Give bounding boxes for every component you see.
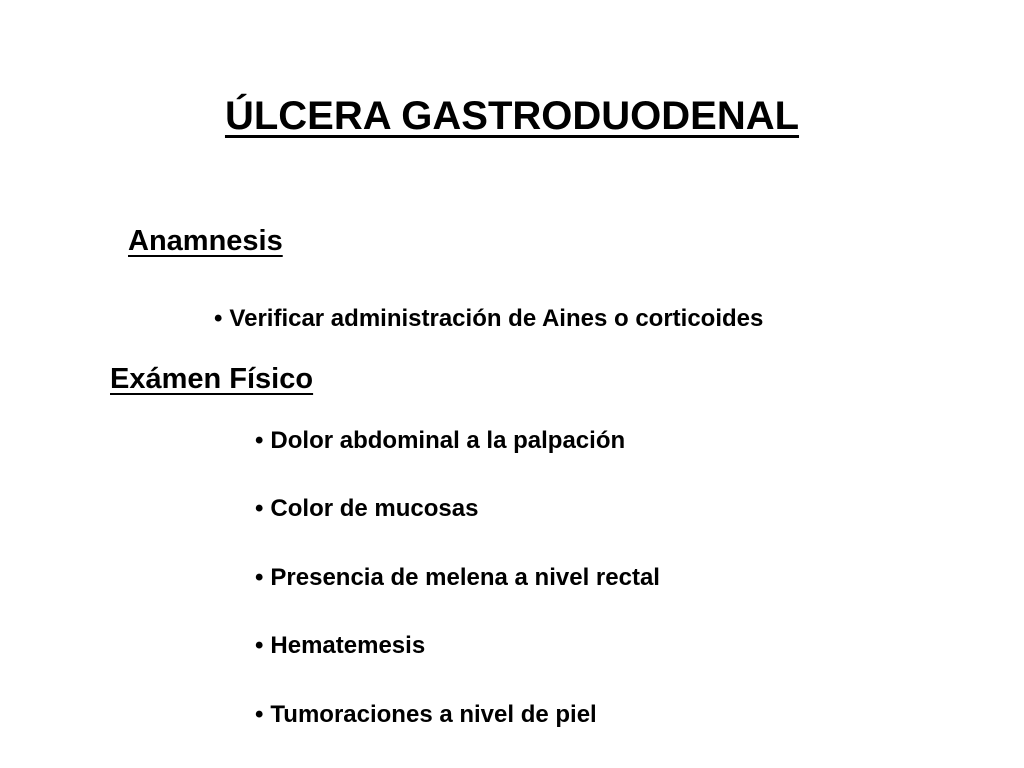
bullet-text: Dolor abdominal a la palpación (270, 427, 626, 454)
bullet-item (255, 631, 425, 661)
bullet-glyph: • (255, 632, 264, 659)
slide-title: ÚLCERA GASTRODUODENAL (224, 94, 800, 138)
section-heading-examen-fisico: Exámen Físico (110, 363, 314, 395)
bullet-glyph: • (255, 427, 264, 454)
bullet-text: Presencia de melena a nivel rectal (270, 564, 660, 591)
bullet-text: Verificar administración de Aines o corticoides (229, 305, 764, 332)
bullet-glyph: • (255, 564, 264, 591)
bullet-glyph: • (255, 701, 264, 728)
bullet-item (255, 700, 597, 730)
bullet-item (214, 304, 763, 334)
bullet-text: Color de mucosas (270, 495, 479, 522)
bullet-item (255, 563, 660, 593)
section-heading-anamnesis: Anamnesis (128, 225, 283, 257)
bullet-text: Tumoraciones a nivel de piel (270, 701, 597, 728)
bullet-text: Hematemesis (270, 632, 426, 659)
bullet-item (255, 426, 625, 456)
bullet-glyph: • (214, 305, 223, 332)
bullet-glyph: • (255, 495, 264, 522)
bullet-item (255, 494, 478, 524)
